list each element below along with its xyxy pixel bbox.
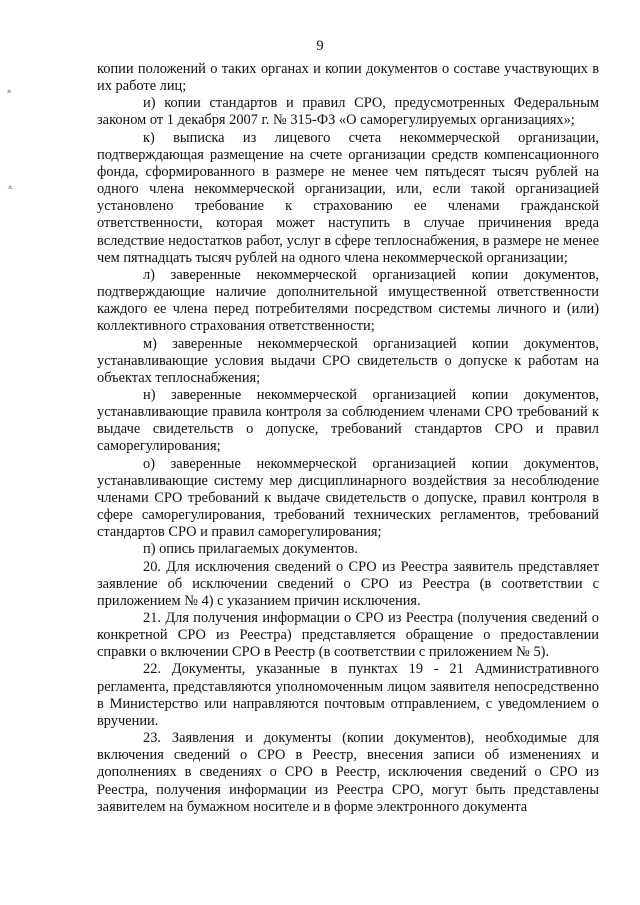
paragraph: 20. Для исключения сведений о СРО из Реестра заявитель представляет заявление об исключении сведений о СРО из Реестра (в соответствии с приложением № 4) с указанием причин исключения.: [97, 558, 599, 609]
scan-mark: ﻌ: [8, 182, 13, 192]
paragraph: н) заверенные некоммерческой организацией копии документов, устанавливающие правила контроля за соблюдением членами СРО требований к выдаче свидетельств о допуске, требований стандартов СРО и правил саморегулирования;: [97, 386, 599, 455]
page-number: 9: [316, 38, 324, 54]
scan-mark: ﻌ: [7, 86, 12, 96]
paragraph: 22. Документы, указанные в пунктах 19 - 21 Административного регламента, представляются уполномоченным лицом заявителя непосредственно в Министерство или направляются почтовым отправлением, с уведомлением о вручении.: [97, 661, 599, 729]
paragraph: копии положений о таких органах и копии документов о составе участвующих в их работе лиц;: [97, 61, 599, 95]
document-body: [97, 61, 599, 816]
paragraph: и) копии стандартов и правил СРО, предусмотренных Федеральным законом от 1 декабря 2007 г. № 315-ФЗ «О саморегулируемых организациях»;: [97, 95, 599, 129]
paragraph: л) заверенные некоммерческой организацией копии документов, подтверждающие наличие дополнительной имущественной ответственности каждого ее члена перед потребителями посредством системы личного и (или) коллективного страхования ответственности;: [97, 266, 599, 335]
paragraph: о) заверенные некоммерческой организацией копии документов, устанавливающие систему мер дисциплинарного воздействия за несоблюдение членами СРО требований к выдаче свидетельств о допуске, правил контроля в сфере саморегулирования, требований технических регламентов, требований стандартов СРО и правил саморегулирования;: [97, 455, 599, 541]
paragraph: 21. Для получения информации о СРО из Реестра (получения сведений о конкретной СРО из Реестра) представляется обращение о предоставлении справки о включении СРО в Реестр (в соответствии с приложением № 5).: [97, 610, 599, 661]
paragraph: м) заверенные некоммерческой организацией копии документов, устанавливающие условия выдачи СРО свидетельств о допуске к работам на объектах теплоснабжения;: [97, 335, 599, 386]
paragraph: п) опись прилагаемых документов.: [143, 541, 358, 558]
paragraph: 23. Заявления и документы (копии документов), необходимые для включения сведений о СРО в Реестр, внесения записи об изменениях и дополнениях в сведениях о СРО в Реестр, исключения сведений о СРО из Реестра, получения информации из Реестра СРО, могут быть представлены заявителем на бумажном носителе и в форме электронного документа: [97, 730, 599, 815]
paragraph: к) выписка из лицевого счета некоммерческой организации, подтверждающая размещение на счете организации средств компенсационного фонда, сформированного в размере не менее чем пятьдесят тысяч рублей на одного члена некоммерческой организации, или, если такой организацией установлено требование к страхованию ее членами гражданской ответственности, которая может наступить в случае причинения вреда вследствие недостатков работ, услуг в сфере теплоснабжения, в размере не менее чем пятнадцать тысяч рублей на одного члена некоммерческой организации;: [97, 129, 599, 266]
